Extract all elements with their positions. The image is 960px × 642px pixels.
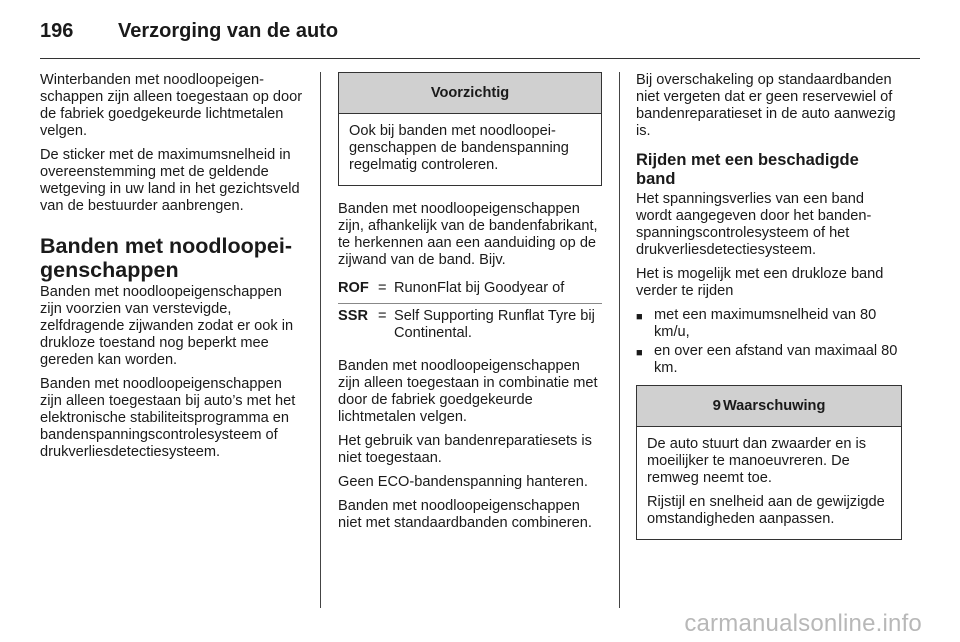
watermark: carmanualsonline.info [684, 610, 922, 637]
warning-box [636, 385, 902, 540]
paragraph-continue-driving: Het is mogelijk met een drukloze band verder te rijden [636, 266, 884, 299]
paragraph-runflat-requirements: Banden met noodloopeigenschappen zijn alleen toegestaan bij auto’s met het elektronische stabiliteitsprogramma en bandenspanningscontrolesysteem of drukverliesdetectiesysteem. [40, 376, 296, 460]
column-1 [40, 72, 305, 468]
definition-term: ROF [338, 280, 369, 296]
column-3 [636, 72, 902, 555]
caution-box [338, 72, 602, 186]
driving-limits-list [636, 307, 902, 377]
warning-text-1: De auto stuurt dan zwaarder en is moeilijker te manoeuvreren. De remweg neemt toe. [647, 436, 867, 486]
paragraph-alloy-rims: Banden met noodloopeigenschappen zijn alleen toegestaan in combinatie met door de fabriek goedgekeurde lichtmetalen velgen. [338, 358, 598, 425]
warning-header [637, 386, 901, 427]
bullet-square-icon: ■ [636, 347, 643, 359]
definition-equals: = [378, 308, 387, 324]
definition-row [338, 276, 602, 304]
paragraph-runflat-description: Banden met noodloopeigenschappen zijn voorzien van verstevigde, zelfdragende zijwanden zodat er ook in drukloze toestand nog beperkt mee gereden kan worden. [40, 284, 294, 368]
column-divider-1 [320, 72, 321, 608]
tyre-code-list [338, 276, 602, 348]
paragraph-pressure-loss: Het spanningsverlies van een band wordt aangegeven door het bandenspanningscontrolesysteem of het drukverliesdetectiesysteem. [636, 191, 872, 258]
warning-text-2: Rijstijl en snelheid aan de gewijzigde omstandigheden aanpassen. [647, 494, 885, 527]
paragraph-speed-sticker: De sticker met de maximumsnelheid in overeenstemming met de geldende wetgeving in uw land in het gezichtsveld van de bestuurder aanbrengen. [40, 147, 300, 214]
warning-title: Waarschuwing [722, 398, 826, 414]
caution-title: Voorzichtig [339, 73, 601, 114]
paragraph-winter-tyres: Winterbanden met noodloopeigenschappen zijn alleen toegestaan op door de fabriek goedgekeurde lichtmetalen velgen. [40, 72, 303, 139]
header-divider [40, 58, 920, 59]
paragraph-no-mixing: Banden met noodloopeigenschappen niet met standaardbanden combineren. [338, 498, 592, 531]
list-item-text: en over een afstand van maximaal 80 km. [654, 343, 898, 376]
definition-row [338, 304, 602, 348]
definition-equals: = [378, 280, 387, 296]
warning-triangle-icon: 9 [712, 397, 721, 414]
bullet-square-icon: ■ [636, 311, 643, 323]
column-divider-2 [619, 72, 620, 608]
paragraph-spare-wheel: Bij overschakeling op standaardbanden niet vergeten dat er geen reservewiel of bandenreparatieset in de auto aanwezig is. [636, 72, 896, 139]
page-number: 196 [40, 20, 74, 42]
page-header [40, 16, 920, 56]
paragraph-repair-kit: Het gebruik van bandenreparatiesets is niet toegestaan. [338, 433, 592, 466]
definition-term: SSR [338, 308, 369, 324]
section-heading-runflat: Banden met noodloopeigenschappen [40, 234, 293, 282]
definition-description: RunonFlat bij Goodyear of [394, 280, 565, 296]
caution-text: Ook bij banden met noodloopeigenschappen de bandenspanning regelmatig controleren. [349, 123, 569, 173]
paragraph-identification: Banden met noodloopeigenschappen zijn, afhankelijk van de bandenfabrikant, te herkennen aan een aanduiding op de zijwand van de band. Bijv. [338, 201, 598, 268]
definition-description: Self Supporting Runflat Tyre bij Continental. [394, 308, 595, 341]
paragraph-eco-pressure: Geen ECO-bandenspanning hanteren. [338, 474, 588, 490]
list-item-text: met een maximumsnelheid van 80 km/u, [654, 307, 877, 340]
list-item [636, 343, 902, 377]
page-title: Verzorging van de auto [118, 20, 339, 42]
list-item [636, 307, 902, 341]
section-heading-damaged-tyre: Rijden met een beschadigde band [636, 151, 859, 188]
column-2 [338, 72, 602, 539]
